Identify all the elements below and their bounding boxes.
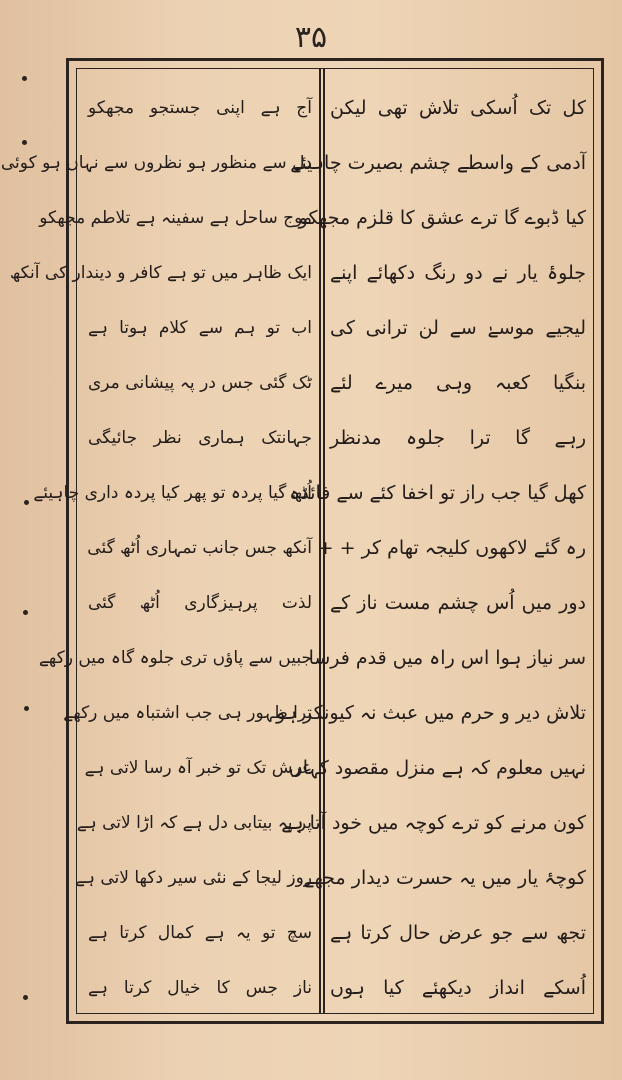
verse-line: موج ساحل ہے سفینہ ہے تلاطم مجھکو <box>39 208 312 228</box>
verse-line: لذت پرہیزگاری اُٹھ گئی <box>88 593 312 613</box>
verse-line: ترا ظہور ہی جب اشتباہ میں رکھے <box>63 703 312 723</box>
verse-line: تجھ سے جو عرض حال کرتا ہے <box>330 922 586 944</box>
verse-line: عرش تک تو خبر آہ رسا لاتی ہے <box>84 758 312 778</box>
verse-line: لیجیے موسےٰ سے لن ترانی کی <box>330 317 586 339</box>
verse-line: آج ہے اپنی جستجو مجھکو <box>88 98 312 118</box>
verse-line: ناز جس کا خیال کرتا ہے <box>88 978 312 998</box>
verse-line: اب تو ہم سے کلام ہوتا ہے <box>88 318 312 338</box>
margin-dot <box>23 610 28 615</box>
verse-line: اُسکے انداز دیکھئے کیا ہوں <box>330 977 586 999</box>
verse-line: آدمی کے واسطے چشم بصیرت چاہیئے <box>290 152 586 174</box>
verse-line: کون مرنے کو ترے کوچہ میں خود آتا ہے <box>281 812 586 834</box>
verse-line: آنکھ جس جانب تمہاری اُٹھ گئی <box>87 538 312 558</box>
verse-line: ایک ظاہر میں تو ہے کافر و دیندار کی آنکھ <box>9 263 312 283</box>
verse-line: روز لیجا کے نئی سیر دکھا لاتی ہے <box>75 868 312 888</box>
verse-line: رہے گا ترا جلوہ مدنظر <box>330 427 586 449</box>
verse-line: تلاش دیر و حرم میں عبث نہ کیونکر ہو <box>276 702 586 724</box>
page-number: ۳۵ <box>294 20 328 55</box>
margin-dot <box>24 500 29 505</box>
margin-dot <box>23 995 28 1000</box>
right-verse-column <box>276 88 586 1008</box>
verse-line: ٹک گئی جس در پہ پیشانی مری <box>88 373 312 393</box>
verse-line: نہیں معلوم کہ ہے منزل مقصود کہاں <box>288 757 586 779</box>
verse-line: دل سے منظور ہو نظروں سے نہاں ہو کوئی <box>0 153 312 173</box>
verse-line: کوچۂ یار میں یہ حسرت دیدار مجھے <box>303 867 586 889</box>
verse-line: جہانتک ہماری نظر جائیگی <box>88 428 312 448</box>
verse-line: کل تک اُسکی تلاش تھی لیکن <box>330 97 586 119</box>
verse-line: رہ گئے لاکھوں کلیجہ تھام کر + + <box>317 537 586 559</box>
verse-line: بنگیا کعبہ وہی میرے لئے <box>330 372 586 394</box>
verse-line: سچ تو یہ ہے کمال کرتا ہے <box>88 923 312 943</box>
verse-line: کھل گیا جب راز تو اخفا کئے سے فائدہ <box>289 482 586 504</box>
verse-line: سر نیاز ہوا اس راہ میں قدم فرسا <box>308 647 586 669</box>
verse-line: جبیں سے پاؤں تری جلوہ گاہ میں رکھے <box>38 648 312 668</box>
margin-dot <box>24 706 29 711</box>
verse-line: اُٹھ گیا پردہ تو پھر کیا پردہ داری چاہیئے <box>33 483 312 503</box>
verse-line: دور میں اُس چشم مست ناز کے <box>330 592 586 614</box>
left-verse-column <box>0 88 312 1008</box>
verse-line: کیا ڈبوے گا ترے عشق کا قلزم مجھکو <box>298 207 586 229</box>
verse-line: جلوۂ یار نے دو رنگ دکھائے اپنے <box>330 262 586 284</box>
verse-line: پر یہ بیتابی دل ہے کہ اڑا لاتی ہے <box>76 813 312 833</box>
margin-dot <box>22 76 27 81</box>
